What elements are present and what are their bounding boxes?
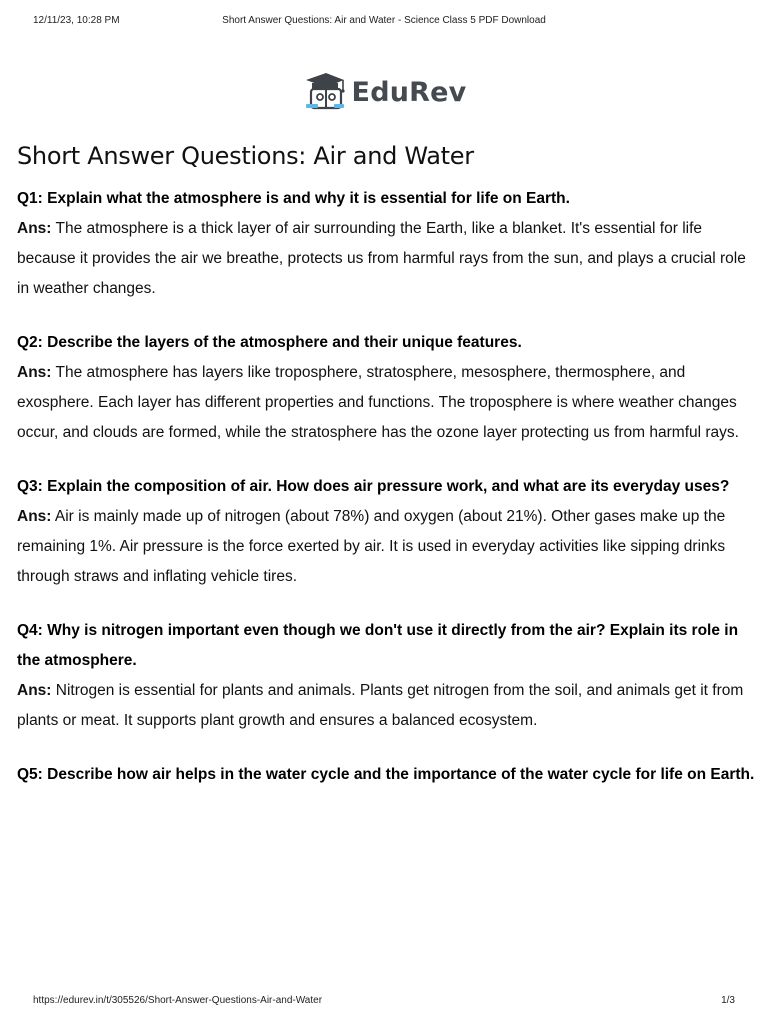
question-text: Q4: Why is nitrogen important even though we don't use it directly from the air? Explain its role in the atmosphere. — [17, 621, 739, 669]
edurev-logo[interactable] — [0, 70, 768, 114]
graduation-cap-book-icon — [302, 70, 346, 114]
answer-text — [17, 214, 757, 304]
qa-item-5 — [17, 760, 757, 790]
brand-name: EduRev — [351, 76, 467, 108]
question-text: Q5: Describe how air helps in the water cycle and the importance of the water cycle for life on Earth. — [17, 765, 755, 783]
question-text: Q3: Explain the composition of air. How does air pressure work, and what are its everyday uses? — [17, 477, 730, 495]
answer-text — [17, 676, 757, 736]
qa-item-2 — [17, 328, 757, 448]
question-text: Q1: Explain what the atmosphere is and why it is essential for life on Earth. — [17, 189, 570, 207]
document-body — [17, 140, 757, 814]
answer-body: The atmosphere has layers like troposphere, stratosphere, mesosphere, thermosphere, and exosphere. Each layer has different properties and functions. The troposphere is where weather changes occur, and clouds are formed, while the stratosphere has the ozone layer protecting us from harmful rays. — [17, 363, 739, 441]
page-number: 1/3 — [721, 995, 735, 1006]
answer-body: The atmosphere is a thick layer of air surrounding the Earth, like a blanket. It's essential for life because it provides the air we breathe, protects us from harmful rays from the sun, and plays a crucial role in weather changes. — [17, 219, 746, 297]
qa-item-3 — [17, 472, 757, 592]
qa-item-1 — [17, 184, 757, 304]
page-title: Short Answer Questions: Air and Water — [17, 142, 474, 170]
qa-item-4 — [17, 616, 757, 736]
question-text: Q2: Describe the layers of the atmosphere and their unique features. — [17, 333, 522, 351]
answer-label: Ans: — [17, 363, 52, 381]
answer-label: Ans: — [17, 507, 52, 525]
answer-text — [17, 502, 757, 592]
print-url: https://edurev.in/t/305526/Short-Answer-Questions-Air-and-Water — [33, 995, 323, 1006]
print-footer — [0, 995, 768, 1009]
answer-body: Air is mainly made up of nitrogen (about 78%) and oxygen (about 21%). Other gases make up the remaining 1%. Air pressure is the force exerted by air. It is used in everyday activities like sipping drinks through straws and inflating vehicle tires. — [17, 507, 726, 585]
print-page-title: Short Answer Questions: Air and Water - Science Class 5 PDF Download — [222, 15, 546, 26]
answer-body: Nitrogen is essential for plants and animals. Plants get nitrogen from the soil, and animals get it from plants or meat. It supports plant growth and ensures a balanced ecosystem. — [17, 681, 744, 729]
answer-label: Ans: — [17, 219, 52, 237]
print-datetime: 12/11/23, 10:28 PM — [33, 15, 120, 26]
print-header — [0, 15, 768, 31]
answer-text — [17, 358, 757, 448]
answer-label: Ans: — [17, 681, 52, 699]
